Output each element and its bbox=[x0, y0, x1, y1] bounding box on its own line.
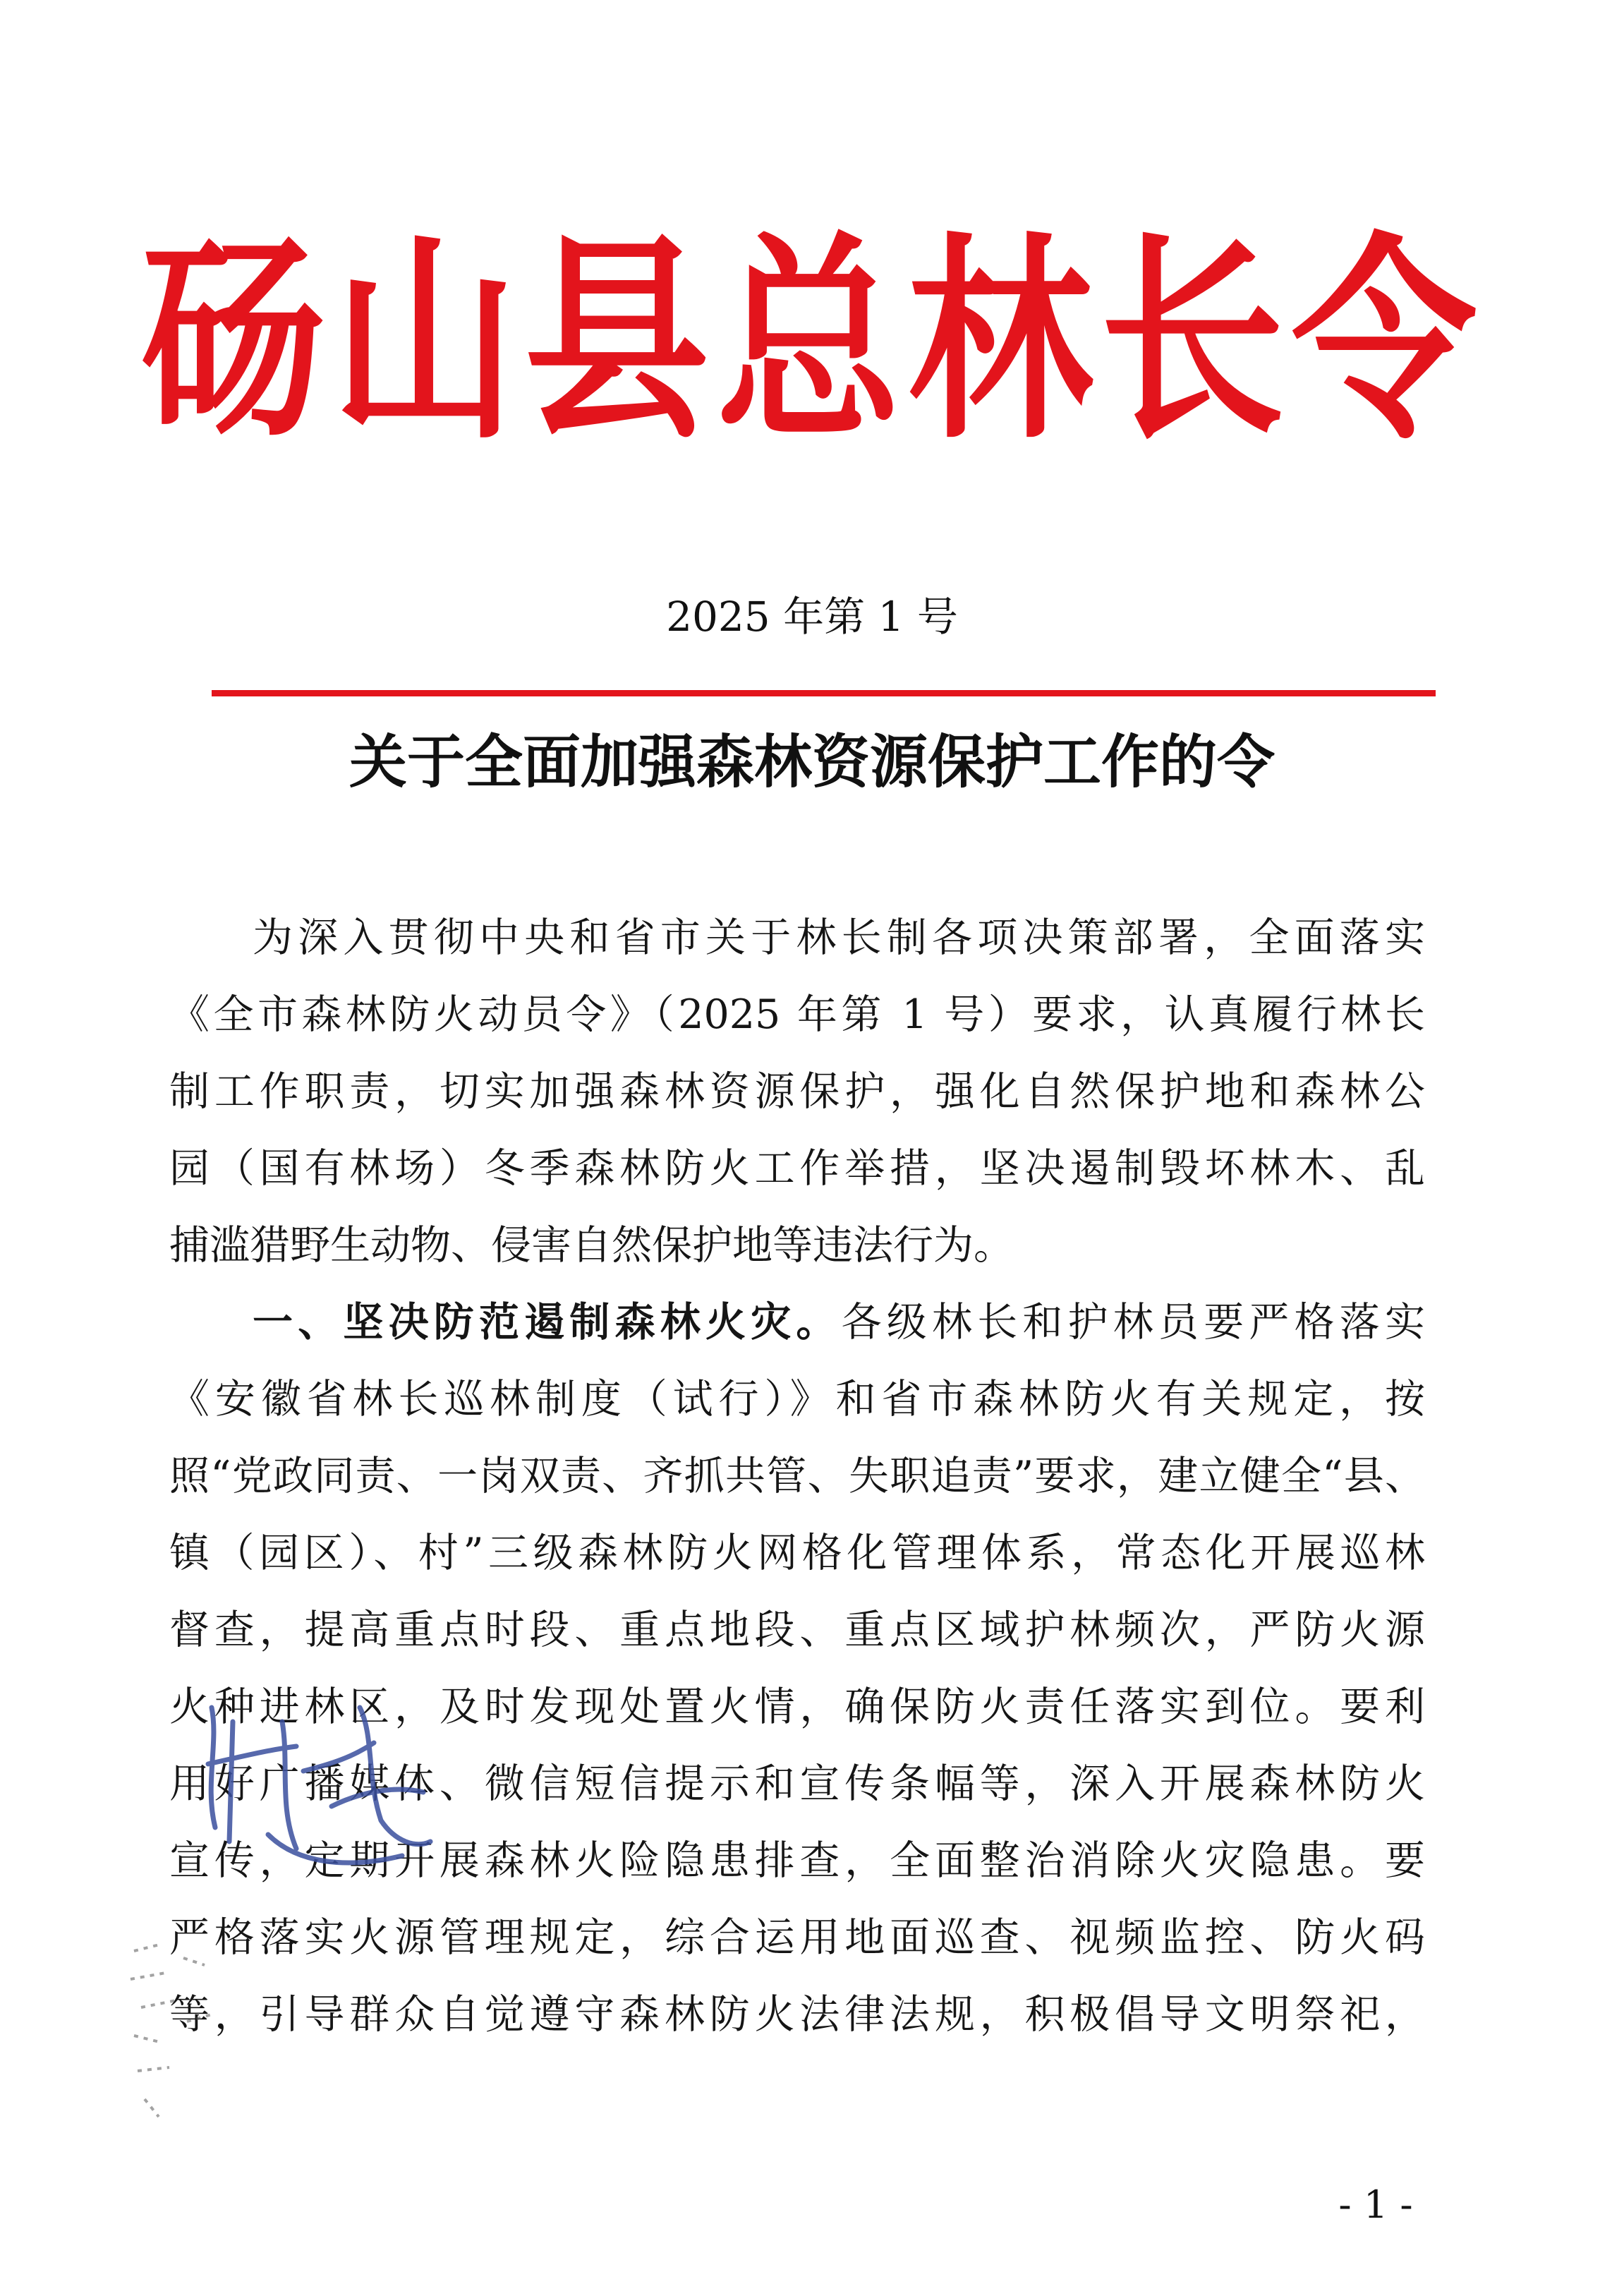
faded-seal-mark bbox=[120, 1937, 226, 2127]
page-number: - 1 - bbox=[1338, 2182, 1413, 2227]
body-line: 用好广播媒体、微信短信提示和宣传条幅等，深入开展森林防火 bbox=[169, 1760, 1425, 1807]
body-line: 火种进林区，及时发现处置火情，确保防火责任落实到位。要利 bbox=[169, 1684, 1425, 1730]
body-text: 各级林长和护林员要严格落实 bbox=[841, 1299, 1425, 1346]
body-line: 为深入贯彻中央和省市关于林长制各项决策部署，全面落实 bbox=[253, 914, 1425, 961]
body-line: 严格落实火源管理规定，综合运用地面巡查、视频监控、防火码 bbox=[169, 1914, 1425, 1961]
body-line: 《安徽省林长巡林制度（试行）》和省市森林防火有关规定，按 bbox=[169, 1376, 1425, 1422]
document-number: 2025 年第 1 号 bbox=[666, 593, 958, 641]
body-line: 照“党政同责、一岗双责、齐抓共管、失职追责”要求，建立健全“县、 bbox=[169, 1453, 1425, 1499]
masthead-title: 砀山县总林长令 bbox=[140, 214, 1484, 469]
body-line: 督查，提高重点时段、重点地段、重点区域护林频次，严防火源 bbox=[169, 1607, 1425, 1653]
body-line: 宣传，定期开展森林火险隐患排查，全面整治消除火灾隐患。要 bbox=[169, 1837, 1425, 1884]
document-title: 关于全面加强森林资源保护工作的令 bbox=[349, 729, 1275, 796]
red-divider-line bbox=[212, 690, 1436, 696]
body-line bbox=[169, 1284, 1425, 1361]
body-line: 园（国有林场）冬季森林防火工作举措，坚决遏制毁坏林木、乱 bbox=[169, 1145, 1425, 1192]
body-line: 等，引导群众自觉遵守森林防火法律法规，积极倡导文明祭祀， bbox=[169, 1991, 1425, 2038]
body-line: 捕滥猎野生动物、侵害自然保护地等违法行为。 bbox=[169, 1222, 1014, 1269]
body-line: 《全市森林防火动员令》（2025 年第 1 号）要求，认真履行林长 bbox=[169, 991, 1425, 1038]
body-line: 镇（园区）、村”三级森林防火网格化管理体系，常态化开展巡林 bbox=[169, 1530, 1425, 1576]
handwritten-signature bbox=[190, 1679, 543, 1891]
body-line: 制工作职责，切实加强森林资源保护，强化自然保护地和森林公 bbox=[169, 1068, 1425, 1115]
section-heading: 一、坚决防范遏制森林火灾。 bbox=[253, 1299, 842, 1346]
